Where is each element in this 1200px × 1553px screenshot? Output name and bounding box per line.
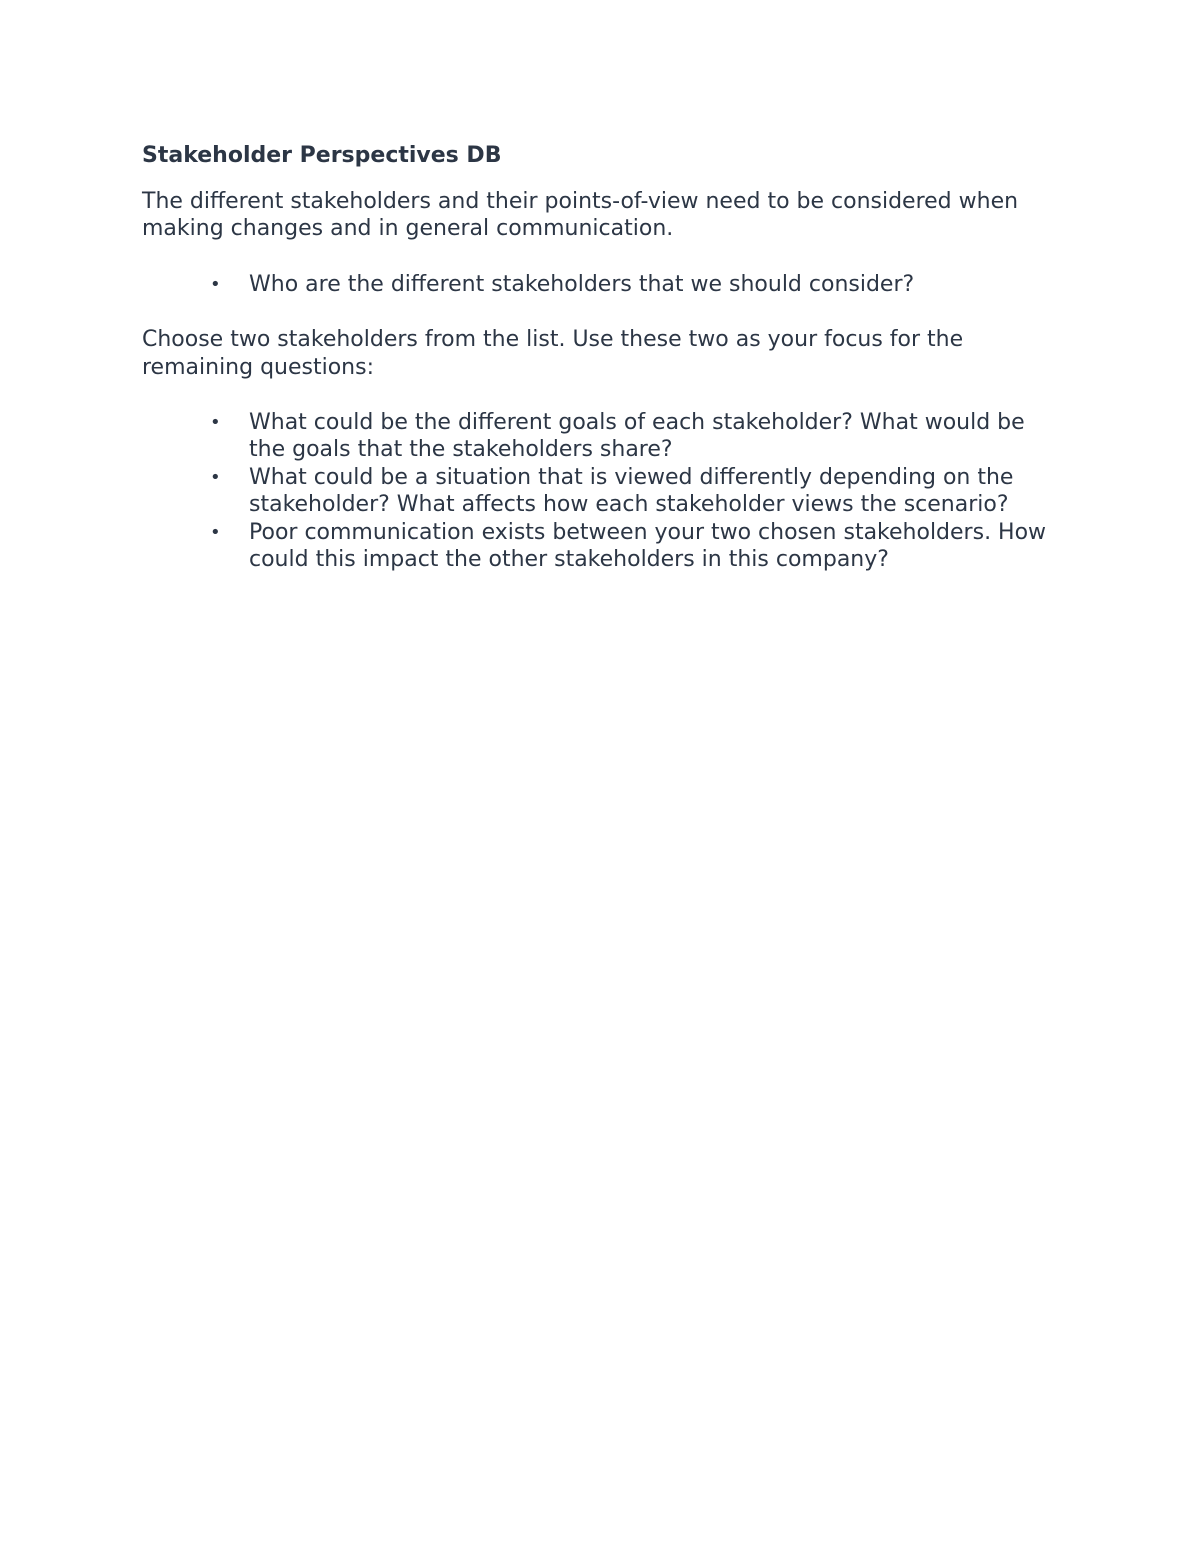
list-item	[142, 271, 1062, 298]
instruction-paragraph: Choose two stakeholders from the list. Use these two as your focus for the remaining questions:	[142, 327, 964, 380]
document-title: Stakeholder Perspectives DB	[142, 143, 502, 168]
list-item-text: Poor communication exists between your two chosen stakeholders. How could this impact the other stakeholders in this company?	[249, 519, 1047, 573]
list-item-text: What could be the different goals of each stakeholder? What would be the goals that the stakeholders share?	[249, 410, 1025, 463]
document-body	[142, 141, 1062, 573]
bullet-icon: •	[210, 521, 221, 543]
list-item-text: What could be a situation that is viewed differently depending on the stakeholder? What affects how each stakeholder views the scenario?	[249, 464, 1014, 518]
list-item	[142, 409, 1062, 464]
bullet-icon: •	[210, 412, 221, 434]
list-item-text: Who are the different stakeholders that we should consider?	[249, 271, 915, 297]
intro-paragraph: The different stakeholders and their points-of-view need to be considered when making changes and in general communication.	[142, 189, 1019, 242]
focus-question-list	[142, 409, 1062, 573]
list-item	[142, 519, 1062, 574]
bullet-icon: •	[210, 466, 221, 488]
list-item	[142, 464, 1062, 519]
stakeholder-question-list	[142, 271, 1062, 298]
bullet-icon: •	[210, 273, 221, 295]
